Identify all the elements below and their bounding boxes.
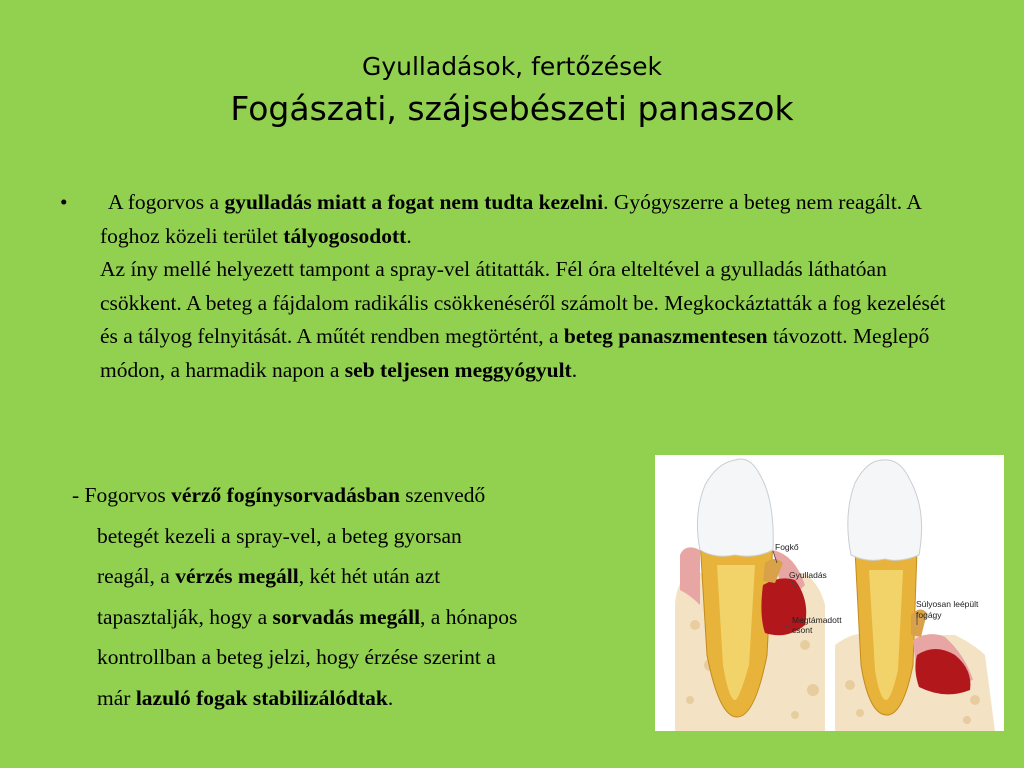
dash-line <box>72 556 662 597</box>
text-run: . <box>571 357 578 382</box>
periodontitis-illustration <box>655 455 1004 731</box>
slide-title: Fogászati, szájsebészeti panaszok <box>230 89 794 128</box>
text-run: A fogorvos a <box>108 190 225 214</box>
label-fogko: Fogkő <box>775 542 799 552</box>
bold-text: tályogosodott <box>283 223 407 248</box>
text-run: . <box>406 223 412 248</box>
dash-line <box>72 516 662 557</box>
label-megtamadott: Megtámadott <box>792 615 842 625</box>
text-run: . <box>387 685 394 710</box>
title-block <box>0 48 1024 132</box>
text-run: kontrollban a beteg jelzi, hogy érzése szerint a <box>97 645 496 669</box>
right-crown <box>848 460 922 560</box>
text-run: betegét kezeli a spray-vel, a beteg gyorsan <box>97 523 462 548</box>
label-gyulladas: Gyulladás <box>789 570 827 580</box>
dash-paragraph <box>72 475 662 718</box>
text-run: reagál, a <box>97 564 176 588</box>
slide-subtitle: Gyulladások, fertőzések <box>361 52 663 81</box>
bullet-text <box>100 186 950 387</box>
tooth-diagram <box>655 455 1004 731</box>
text-run: - Fogorvos <box>72 483 172 507</box>
right-tooth <box>835 460 995 731</box>
text-run: már <box>97 685 136 710</box>
text-run: szenvedő <box>399 483 486 507</box>
left-tooth <box>675 459 825 731</box>
bold-text: vérző fogínysorvadásban <box>171 483 400 507</box>
text-run: . Gyógyszerre a beteg nem reagált. A foghoz közeli terület <box>100 190 921 248</box>
text-run: , két hét után azt <box>298 564 441 588</box>
text-run: tapasztalják, hogy a <box>97 604 273 629</box>
bullet-paragraph <box>60 186 950 387</box>
bullet-paragraph-2 <box>100 253 950 387</box>
dash-line <box>72 597 662 638</box>
label-sulyosan: Súlyosan leépült <box>916 599 979 609</box>
bullet-marker: • <box>60 190 68 214</box>
text-run: Az íny mellé helyezett tampont a spray-vel átitatták. Fél óra elteltével a gyulladás láthatóan csökkent. A beteg a fájdalom radikális csökkenéséről számolt be. Megkockáztatták a fog kezelését és a tályog felnyitását. A műtét rendben megtörtént, a <box>100 257 946 348</box>
text-run: távozott. Meglepő módon, a harmadik napon a <box>100 324 930 382</box>
bold-text: gyulladás miatt a fogat nem tudta kezelni <box>224 190 604 214</box>
bold-text: seb teljesen meggyógyult <box>344 357 572 382</box>
label-fogagy: fogágy <box>916 610 942 620</box>
bold-text: sorvadás megáll <box>272 604 421 629</box>
bold-text: vérzés megáll <box>175 564 299 588</box>
bold-text: beteg panaszmentesen <box>563 324 768 348</box>
label-csont: csont <box>792 625 813 635</box>
dash-line <box>72 637 662 678</box>
text-run: , a hónapos <box>420 604 518 629</box>
bullet-paragraph-1 <box>100 186 950 253</box>
bold-text: lazuló fogak stabilizálódtak <box>135 685 388 710</box>
dash-line <box>72 475 662 516</box>
dash-line <box>72 678 662 719</box>
left-crown <box>697 459 773 556</box>
